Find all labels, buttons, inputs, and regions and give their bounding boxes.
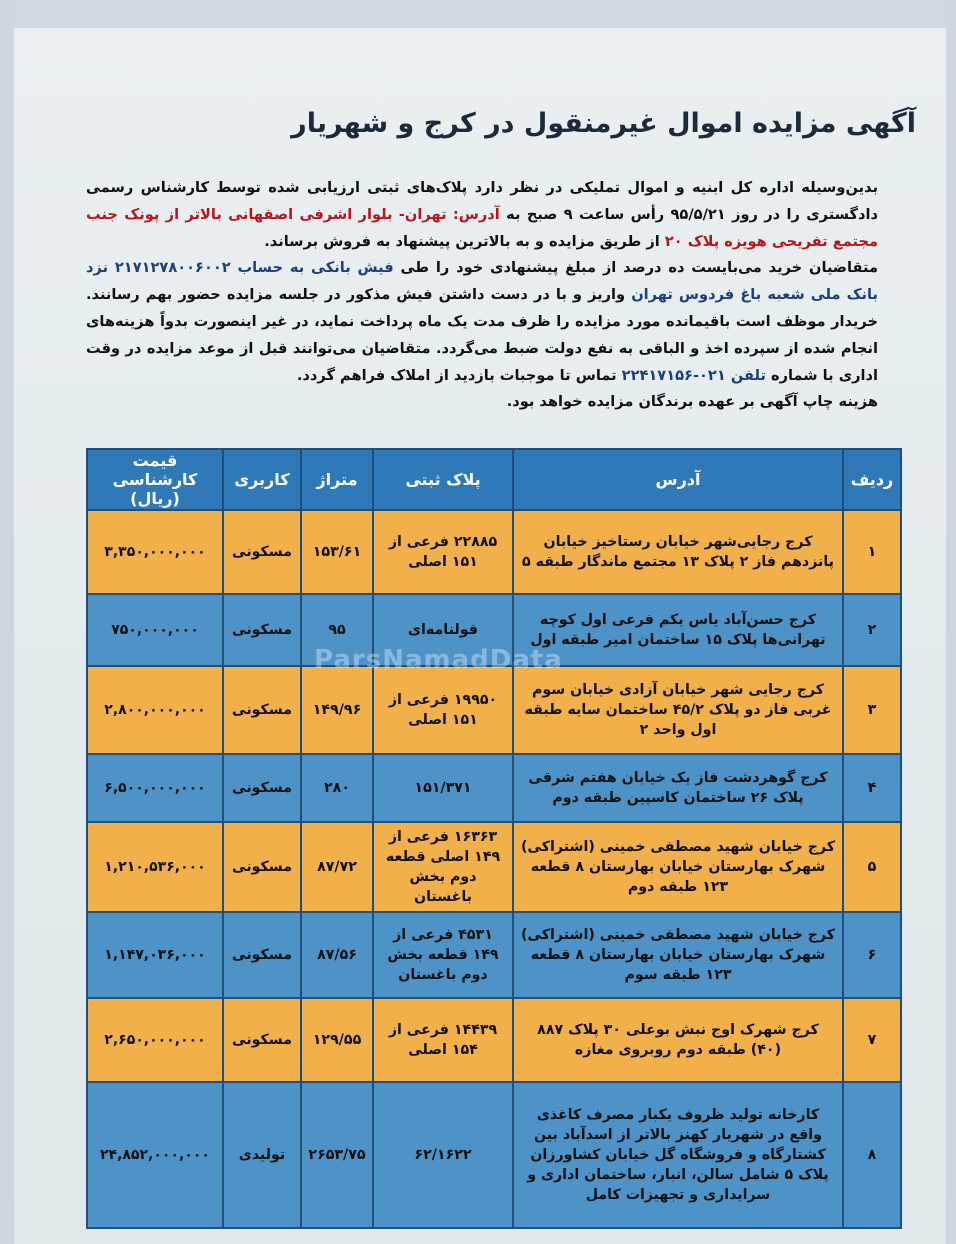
cell-usage: مسکونی: [223, 998, 301, 1082]
cell-row-number: ۶: [843, 912, 901, 998]
cell-area: ۱۵۳/۶۱: [301, 510, 373, 594]
cell-area: ۸۷/۷۲: [301, 822, 373, 912]
table-row: [87, 666, 901, 754]
cell-area: ۹۵: [301, 594, 373, 666]
cell-address: کرج گوهردشت فاز یک خیابان هفتم شرقی پلاک ۲۶ ساختمان کاسپین طبقه دوم: [513, 754, 843, 822]
cell-plate: قولنامه‌ای: [373, 594, 513, 666]
cell-row-number: ۵: [843, 822, 901, 912]
cell-price: ۱,۱۴۷,۰۳۶,۰۰۰: [87, 912, 223, 998]
cell-row-number: ۱: [843, 510, 901, 594]
cell-address: کرج خیابان شهید مصطفی خمینی (اشتراکی) شهرک بهارستان خیابان بهارستان ۸ قطعه ۱۲۳ طبقه سوم: [513, 912, 843, 998]
header-area: متراژ: [301, 449, 373, 510]
cell-row-number: ۳: [843, 666, 901, 754]
cell-usage: مسکونی: [223, 754, 301, 822]
cell-area: ۲۶۵۳/۷۵: [301, 1082, 373, 1228]
page-title: آگهی مزایده اموال غیرمنقول در کرج و شهریار: [291, 108, 916, 139]
cell-plate: ۴۵۳۱ فرعی از ۱۴۹ قطعه بخش دوم باغستان: [373, 912, 513, 998]
cell-address: کرج شهرک اوج نبش بوعلی ۳۰ پلاک ۸۸۷ (۴۰) طبقه دوم روبروی مغازه: [513, 998, 843, 1082]
cell-usage: تولیدی: [223, 1082, 301, 1228]
paragraph-2-end: تماس تا موجبات بازدید از املاک فراهم گردد.: [296, 366, 622, 384]
cell-row-number: ۷: [843, 998, 901, 1082]
cell-price: ۳,۳۵۰,۰۰۰,۰۰۰: [87, 510, 223, 594]
cell-price: ۷۵۰,۰۰۰,۰۰۰: [87, 594, 223, 666]
cell-address: کارخانه تولید ظروف یکبار مصرف کاغذی واقع در شهریار کهنز بالاتر از اسدآباد بین کشتارگاه و فروشگاه گل خیابان کشاورزان پلاک ۵ شامل سالن، انبار، ساختمان اداری و سرایداری و تجهیزات کامل: [513, 1082, 843, 1228]
cell-usage: مسکونی: [223, 666, 301, 754]
cell-price: ۲۴,۸۵۲,۰۰۰,۰۰۰: [87, 1082, 223, 1228]
cell-area: ۱۲۹/۵۵: [301, 998, 373, 1082]
table-row: [87, 510, 901, 594]
cell-row-number: ۴: [843, 754, 901, 822]
cell-plate: ۶۲/۱۶۲۲: [373, 1082, 513, 1228]
paragraph-1-end: از طریق مزایده و به بالاترین پیشنهاد به فروش برساند.: [264, 232, 665, 250]
auction-address: آدرس: تهران- بلوار اشرفی اصفهانی بالاتر از پونک جنب مجتمع تفریحی هویزه پلاک ۲۰: [86, 205, 878, 250]
cell-price: ۶,۵۰۰,۰۰۰,۰۰۰: [87, 754, 223, 822]
cell-usage: مسکونی: [223, 912, 301, 998]
table-row: [87, 1082, 901, 1228]
cell-address: کرج رجایی‌شهر خیابان رستاخیز خیابان پانزدهم فاز ۲ پلاک ۱۳ مجتمع ماندگار طبقه ۵: [513, 510, 843, 594]
table-row: [87, 754, 901, 822]
cell-usage: مسکونی: [223, 822, 301, 912]
header-usage: کاربری: [223, 449, 301, 510]
header-row-number: ردیف: [843, 449, 901, 510]
table-header-row: [87, 449, 901, 510]
cell-plate: ۱۵۱/۳۷۱: [373, 754, 513, 822]
cell-usage: مسکونی: [223, 510, 301, 594]
cell-row-number: ۸: [843, 1082, 901, 1228]
paragraph-2-start: متقاضیان خرید می‌بایست ده درصد از مبلغ پیشنهادی خود را طی: [393, 259, 878, 277]
paragraph-3: هزینه چاپ آگهی بر عهده برندگان مزایده خواهد بود.: [506, 393, 878, 411]
cell-price: ۱,۲۱۰,۵۳۶,۰۰۰: [87, 822, 223, 912]
cell-plate: ۱۶۳۶۳ فرعی از ۱۴۹ اصلی قطعه دوم بخش باغستان: [373, 822, 513, 912]
watermark-text: ParsNamadData: [314, 645, 563, 675]
table-row: [87, 822, 901, 912]
cell-price: ۲,۸۰۰,۰۰۰,۰۰۰: [87, 666, 223, 754]
cell-address: کرج حسن‌آباد یاس یکم فرعی اول کوچه تهرانی‌ها پلاک ۱۵ ساختمان امیر طبقه اول: [513, 594, 843, 666]
cell-area: ۲۸۰: [301, 754, 373, 822]
cell-plate: ۱۴۴۳۹ فرعی از ۱۵۴ اصلی: [373, 998, 513, 1082]
cell-area: ۸۷/۵۶: [301, 912, 373, 998]
page-top-band: [14, 0, 946, 28]
header-address: آدرس: [513, 449, 843, 510]
announcement-text: [86, 175, 878, 416]
table-row: [87, 998, 901, 1082]
header-plate: پلاک ثبتی: [373, 449, 513, 510]
cell-row-number: ۲: [843, 594, 901, 666]
auction-table: [86, 448, 902, 1229]
bank-account: فیش بانکی به حساب ۲۱۷۱۲۷۸۰۰۶۰۰۲ نزد بانک ملی شعبه باغ فردوس تهران: [86, 259, 878, 304]
header-price: قیمت کارشناسی (ریال): [87, 449, 223, 510]
cell-area: ۱۴۹/۹۶: [301, 666, 373, 754]
cell-price: ۲,۶۵۰,۰۰۰,۰۰۰: [87, 998, 223, 1082]
table-row: [87, 912, 901, 998]
paragraph-1-start: بدین‌وسیله اداره کل ابنیه و اموال تملیکی در نظر دارد پلاک‌های ثبتی ارزیابی شده توسط کارشناس رسمی دادگستری را در روز ۹۵/۵/۲۱ رأس ساعت ۹ صبح به: [86, 179, 878, 223]
cell-address: کرج رجایی شهر خیابان آزادی خیابان سوم غربی فاز دو پلاک ۴۵/۲ ساختمان سایه طبقه اول واحد ۲: [513, 666, 843, 754]
paragraph-2-middle: واریز و با در دست داشتن فیش مذکور در جلسه مزایده حضور بهم رسانند. خریدار موظف است باقیمانده مورد مزایده را ظرف مدت یک ماه پرداخت نماید، در غیر اینصورت بدواً هزینه‌های انجام شده از سپرده اخذ و الباقی به نفع دولت ضبط می‌گردد. متقاضیان می‌توانند قبل از موعد مزایده در وقت اداری با شماره: [86, 286, 878, 384]
cell-plate: ۱۹۹۵۰ فرعی از ۱۵۱ اصلی: [373, 666, 513, 754]
cell-address: کرج خیابان شهید مصطفی خمینی (اشتراکی) شهرک بهارستان خیابان بهارستان ۸ قطعه ۱۲۳ طبقه دوم: [513, 822, 843, 912]
cell-plate: ۲۲۸۸۵ فرعی از ۱۵۱ اصلی: [373, 510, 513, 594]
contact-phone: تلفن ۰۲۱-۲۲۴۱۷۱۵۶: [621, 366, 766, 384]
cell-usage: مسکونی: [223, 594, 301, 666]
